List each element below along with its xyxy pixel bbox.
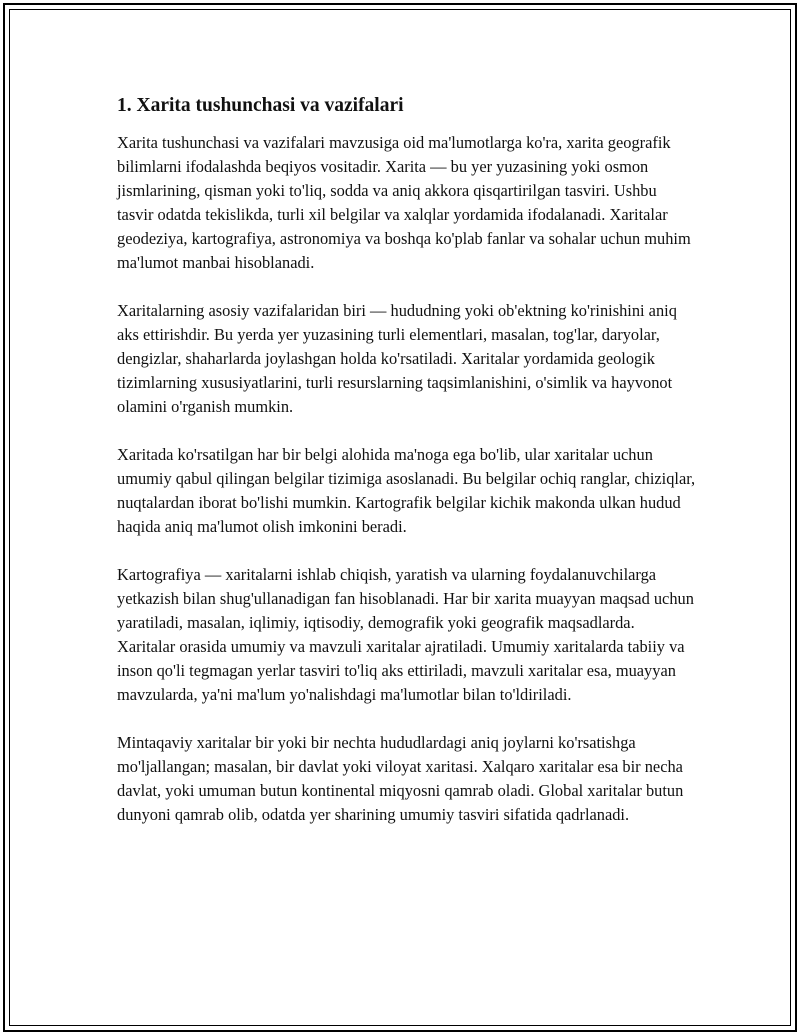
paragraph-4: Kartografiya — xaritalarni ishlab chiqish, yaratish va ularning foydalanuvchilarga yetkazish bilan shug'ullanadigan fan hisoblanadi. Har bir xarita muayyan maqsad uchun yaratiladi, masalan, iqlimiy, iqtisodiy, demografik yoki geografik maqsadlarda. Xaritalar orasida umumiy va mavzuli xaritalar ajratiladi. Umumiy xaritalarda tabiiy va inson qo'li tegmagan yerlar tasviri to'liq aks ettiriladi, mavzuli xaritalar esa, muayyan mavzularda, ya'ni ma'lum yo'nalishdagi ma'lumotlar bilan to'ldiriladi. <box>117 565 694 704</box>
paragraph-3: Xaritada ko'rsatilgan har bir belgi alohida ma'noga ega bo'lib, ular xaritalar uchun umumiy qabul qilingan belgilar tizimiga asoslanadi. Bu belgilar ochiq ranglar, chiziqlar, nuqtalardan iborat bo'lishi mumkin. Kartografik belgilar kichik makonda ulkan hudud haqida aniq ma'lumot olish imkonini beradi. <box>117 445 696 536</box>
paragraph-5: Mintaqaviy xaritalar bir yoki bir nechta hududlardagi aniq joylarni ko'rsatishga mo'ljallangan; masalan, bir davlat yoki viloyat xaritasi. Xalqaro xaritalar esa bir necha davlat, yoki umuman butun kontinental miqyosni qamrab oladi. Global xaritalar butun dunyoni qamrab olib, odatda yer sharining umumiy tasviri sifatida qadrlanadi. <box>117 733 684 824</box>
section-title: 1. Xarita tushunchasi va vazifalari <box>117 95 404 116</box>
document-body <box>117 93 697 851</box>
paragraph-2: Xaritalarning asosiy vazifalaridan biri — hududning yoki ob'ektning ko'rinishini aniq aks ettirishdir. Bu yerda yer yuzasining turli elementlari, masalan, tog'lar, daryolar, dengizlar, shaharlarda joylashgan holda ko'rsatiladi. Xaritalar yordamida geologik tizimlarning xususiyatlarini, turli resurslarning taqsimlanishini, o'simlik va hayvonot olamini o'rganish mumkin. <box>117 301 677 416</box>
paragraph-1: Xarita tushunchasi va vazifalari mavzusiga oid ma'lumotlarga ko'ra, xarita geografik bilimlarni ifodalashda beqiyos vositadir. Xarita — bu yer yuzasining yoki osmon jismlarining, qisman yoki to'liq, sodda va aniq akkora qisqartirilgan tasviri. Ushbu tasvir odatda tekislikda, turli xil belgilar va xalqlar yordamida ifodalanadi. Xaritalar geodeziya, kartografiya, astronomiya va boshqa ko'plab fanlar va sohalar uchun muhim ma'lumot manbai hisoblanadi. <box>117 133 691 272</box>
